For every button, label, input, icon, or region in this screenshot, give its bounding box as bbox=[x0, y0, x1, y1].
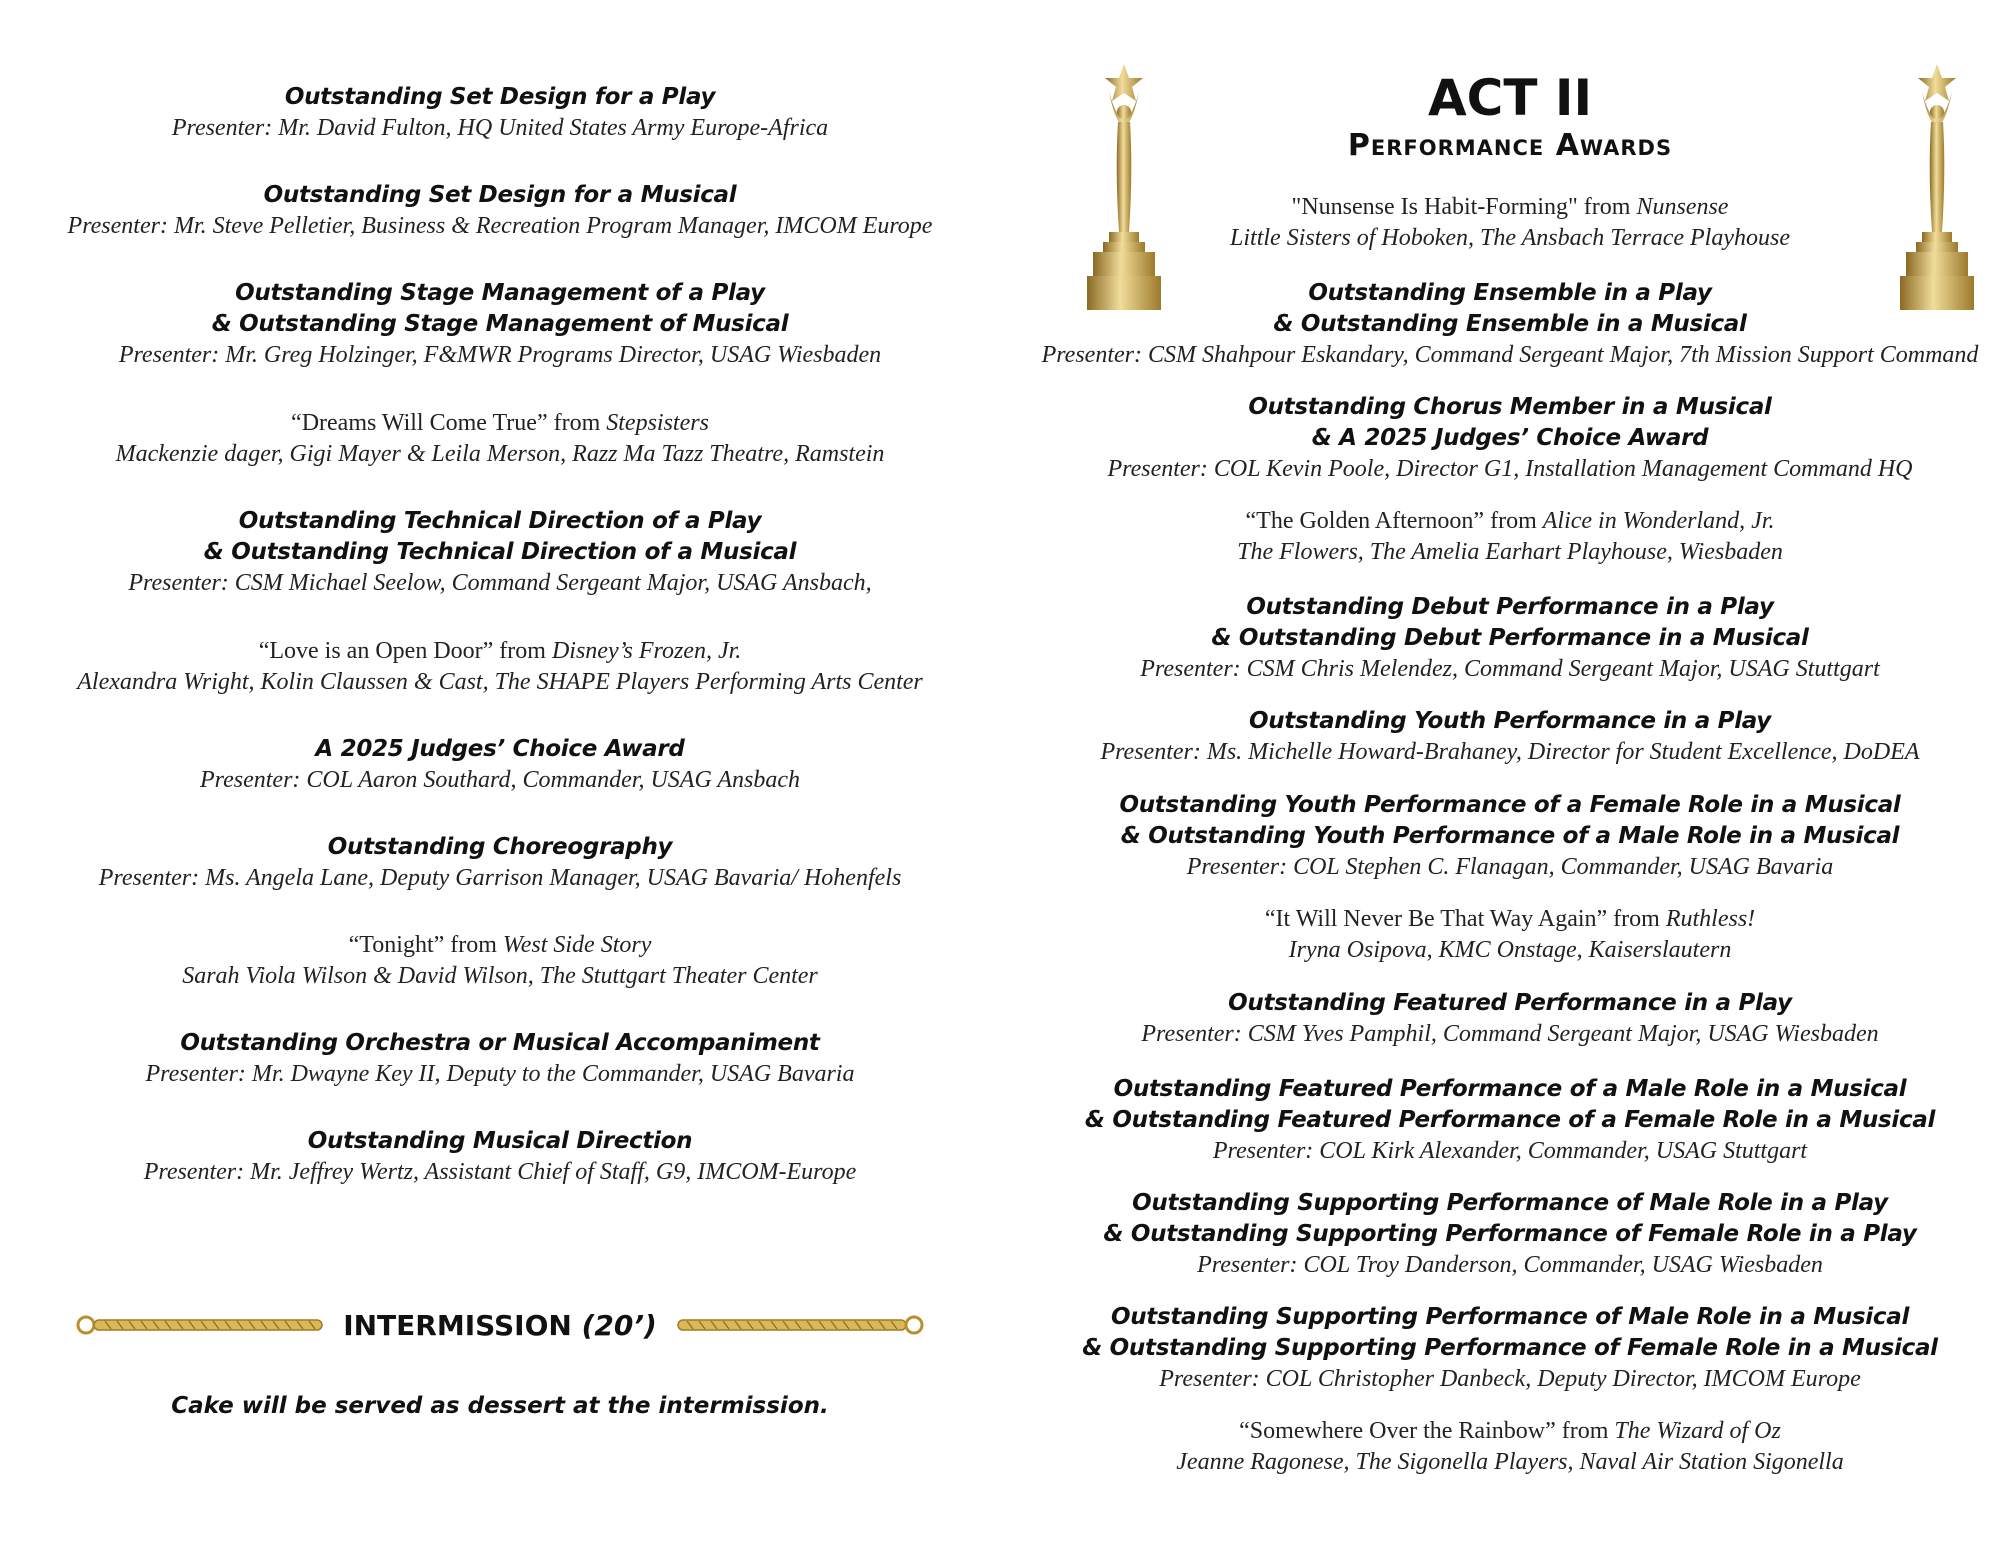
song-line bbox=[40, 408, 960, 439]
award-block bbox=[1040, 988, 1980, 1050]
show-title: Ruthless! bbox=[1665, 906, 1756, 932]
award-title: Outstanding Chorus Member in a Musical bbox=[1248, 394, 1772, 420]
award-title: Outstanding Choreography bbox=[327, 834, 673, 860]
award-block bbox=[1040, 706, 1980, 768]
song-title: “Love is an Open Door” from bbox=[258, 638, 552, 664]
presenter-line: Presenter: COL Christopher Danbeck, Deputy Director, IMCOM Europe bbox=[1159, 1366, 1861, 1392]
presenter-line: Presenter: COL Kirk Alexander, Commander, USAG Stuttgart bbox=[1212, 1138, 1808, 1164]
award-title: Outstanding Set Design for a Play bbox=[284, 84, 716, 110]
song-title: “Dreams Will Come True” from bbox=[291, 410, 607, 436]
presenter-line: Presenter: Mr. Steve Pelletier, Business & Recreation Program Manager, IMCOM Europe bbox=[67, 213, 933, 239]
song-title: "Nunsense Is Habit-Forming" from bbox=[1291, 194, 1637, 220]
presenter-line: Presenter: Ms. Angela Lane, Deputy Garrison Manager, USAG Bavaria/ Hohenfels bbox=[98, 865, 902, 891]
song-line bbox=[1040, 506, 1980, 537]
song-block bbox=[40, 408, 960, 470]
award-block bbox=[40, 180, 960, 242]
performers-line: Sarah Viola Wilson & David Wilson, The Stuttgart Theater Center bbox=[182, 963, 818, 989]
show-title: Alice in Wonderland, Jr. bbox=[1542, 508, 1775, 534]
song-line bbox=[1040, 904, 1980, 935]
award-title: & Outstanding Debut Performance in a Musical bbox=[1211, 625, 1809, 651]
chain-left-icon bbox=[75, 1314, 325, 1336]
award-block bbox=[1040, 392, 1980, 485]
award-block bbox=[40, 1126, 960, 1188]
song-block bbox=[1040, 506, 1980, 568]
award-block bbox=[1040, 1302, 1980, 1395]
intermission-title: INTERMISSION (20’) bbox=[343, 1308, 657, 1342]
song-line bbox=[1040, 1416, 1980, 1447]
presenter-line: Presenter: Mr. David Fulton, HQ United States Army Europe-Africa bbox=[171, 115, 829, 141]
award-block bbox=[40, 278, 960, 371]
intermission-banner bbox=[40, 1303, 960, 1347]
performers-line: Little Sisters of Hoboken, The Ansbach Terrace Playhouse bbox=[1230, 225, 1790, 251]
award-title: Outstanding Musical Direction bbox=[307, 1128, 693, 1154]
award-title: & Outstanding Supporting Performance of Female Role in a Play bbox=[1103, 1221, 1917, 1247]
award-title: Outstanding Supporting Performance of Male Role in a Musical bbox=[1110, 1304, 1910, 1330]
presenter-line: Presenter: CSM Shahpour Eskandary, Command Sergeant Major, 7th Mission Support Command bbox=[1041, 342, 1979, 368]
song-line bbox=[1040, 192, 1980, 223]
show-title: Disney’s Frozen, Jr. bbox=[551, 638, 742, 664]
award-block bbox=[40, 1028, 960, 1090]
presenter-line: Presenter: Mr. Jeffrey Wertz, Assistant Chief of Staff, G9, IMCOM-Europe bbox=[143, 1159, 857, 1185]
presenter-line: Presenter: COL Stephen C. Flanagan, Commander, USAG Bavaria bbox=[1186, 854, 1834, 880]
song-title: “It Will Never Be That Way Again” from bbox=[1264, 906, 1666, 932]
presenter-line: Presenter: Ms. Michelle Howard-Brahaney, Director for Student Excellence, DoDEA bbox=[1100, 739, 1920, 765]
presenter-line: Presenter: Mr. Greg Holzinger, F&MWR Programs Director, USAG Wiesbaden bbox=[118, 342, 882, 368]
performers-line: Jeanne Ragonese, The Sigonella Players, Naval Air Station Sigonella bbox=[1176, 1449, 1844, 1475]
award-title: Outstanding Youth Performance of a Female Role in a Musical bbox=[1119, 792, 1901, 818]
award-title: Outstanding Set Design for a Musical bbox=[263, 182, 737, 208]
award-title: Outstanding Stage Management of a Play bbox=[235, 280, 765, 306]
award-title: A 2025 Judges’ Choice Award bbox=[315, 736, 685, 762]
cake-note: Cake will be served as dessert at the intermission. bbox=[171, 1393, 829, 1419]
intermission-duration: (20’) bbox=[581, 1308, 657, 1342]
performers-line: Alexandra Wright, Kolin Claussen & Cast, The SHAPE Players Performing Arts Center bbox=[77, 669, 923, 695]
song-line bbox=[40, 930, 960, 961]
award-block bbox=[1040, 1188, 1980, 1281]
show-title: Stepsisters bbox=[606, 410, 709, 436]
presenter-line: Presenter: CSM Yves Pamphil, Command Sergeant Major, USAG Wiesbaden bbox=[1141, 1021, 1879, 1047]
presenter-line: Presenter: COL Kevin Poole, Director G1, Installation Management Command HQ bbox=[1107, 456, 1913, 482]
song-line bbox=[40, 636, 960, 667]
song-block bbox=[1040, 904, 1980, 966]
award-block bbox=[1040, 592, 1980, 685]
award-block bbox=[1040, 1074, 1980, 1167]
award-title: Outstanding Featured Performance of a Male Role in a Musical bbox=[1113, 1076, 1907, 1102]
award-block bbox=[40, 506, 960, 599]
presenter-line: Presenter: CSM Michael Seelow, Command Sergeant Major, USAG Ansbach, bbox=[128, 570, 872, 596]
song-title: “The Golden Afternoon” from bbox=[1245, 508, 1543, 534]
trophy-left-icon bbox=[1085, 62, 1163, 312]
presenter-line: Presenter: COL Aaron Southard, Commander, USAG Ansbach bbox=[200, 767, 800, 793]
act-title: ACT II bbox=[1427, 69, 1593, 127]
presenter-line: Presenter: COL Troy Danderson, Commander, USAG Wiesbaden bbox=[1197, 1252, 1823, 1278]
award-title: & Outstanding Featured Performance of a Female Role in a Musical bbox=[1084, 1107, 1936, 1133]
award-block bbox=[40, 82, 960, 144]
act-subtitle: Performance Awards bbox=[1347, 128, 1673, 163]
song-block bbox=[1040, 1416, 1980, 1478]
award-title: Outstanding Technical Direction of a Play bbox=[238, 508, 762, 534]
presenter-line: Presenter: Mr. Dwayne Key II, Deputy to the Commander, USAG Bavaria bbox=[145, 1061, 855, 1087]
song-title: “Tonight” from bbox=[348, 932, 503, 958]
award-title: & A 2025 Judges’ Choice Award bbox=[1311, 425, 1709, 451]
show-title: The Wizard of Oz bbox=[1614, 1418, 1781, 1444]
award-title: Outstanding Ensemble in a Play bbox=[1308, 280, 1712, 306]
show-title: West Side Story bbox=[502, 932, 652, 958]
award-title: & Outstanding Stage Management of Musical bbox=[211, 311, 789, 337]
award-title: Outstanding Supporting Performance of Male Role in a Play bbox=[1132, 1190, 1888, 1216]
chain-right-icon bbox=[675, 1314, 925, 1336]
award-title: Outstanding Debut Performance in a Play bbox=[1246, 594, 1774, 620]
presenter-line: Presenter: CSM Chris Melendez, Command Sergeant Major, USAG Stuttgart bbox=[1140, 656, 1880, 682]
show-title: Nunsense bbox=[1636, 194, 1729, 220]
award-title: Outstanding Youth Performance in a Play bbox=[1248, 708, 1771, 734]
song-block bbox=[1040, 192, 1980, 254]
award-title: & Outstanding Technical Direction of a Musical bbox=[203, 539, 797, 565]
award-title: Outstanding Orchestra or Musical Accompaniment bbox=[180, 1030, 820, 1056]
award-title: & Outstanding Youth Performance of a Male Role in a Musical bbox=[1120, 823, 1900, 849]
song-title: “Somewhere Over the Rainbow” from bbox=[1239, 1418, 1615, 1444]
performers-line: Iryna Osipova, KMC Onstage, Kaiserslautern bbox=[1288, 937, 1732, 963]
award-block bbox=[1040, 790, 1980, 883]
award-block bbox=[40, 832, 960, 894]
award-title: Outstanding Featured Performance in a Play bbox=[1228, 990, 1792, 1016]
award-title: & Outstanding Ensemble in a Musical bbox=[1273, 311, 1747, 337]
award-block bbox=[1040, 278, 1980, 371]
performers-line: Mackenzie dager, Gigi Mayer & Leila Merson, Razz Ma Tazz Theatre, Ramstein bbox=[115, 441, 885, 467]
song-block bbox=[40, 636, 960, 698]
song-block bbox=[40, 930, 960, 992]
award-title: & Outstanding Supporting Performance of Female Role in a Musical bbox=[1082, 1335, 1938, 1361]
trophy-right-icon bbox=[1898, 62, 1976, 312]
performers-line: The Flowers, The Amelia Earhart Playhouse, Wiesbaden bbox=[1237, 539, 1783, 565]
award-block bbox=[40, 734, 960, 796]
